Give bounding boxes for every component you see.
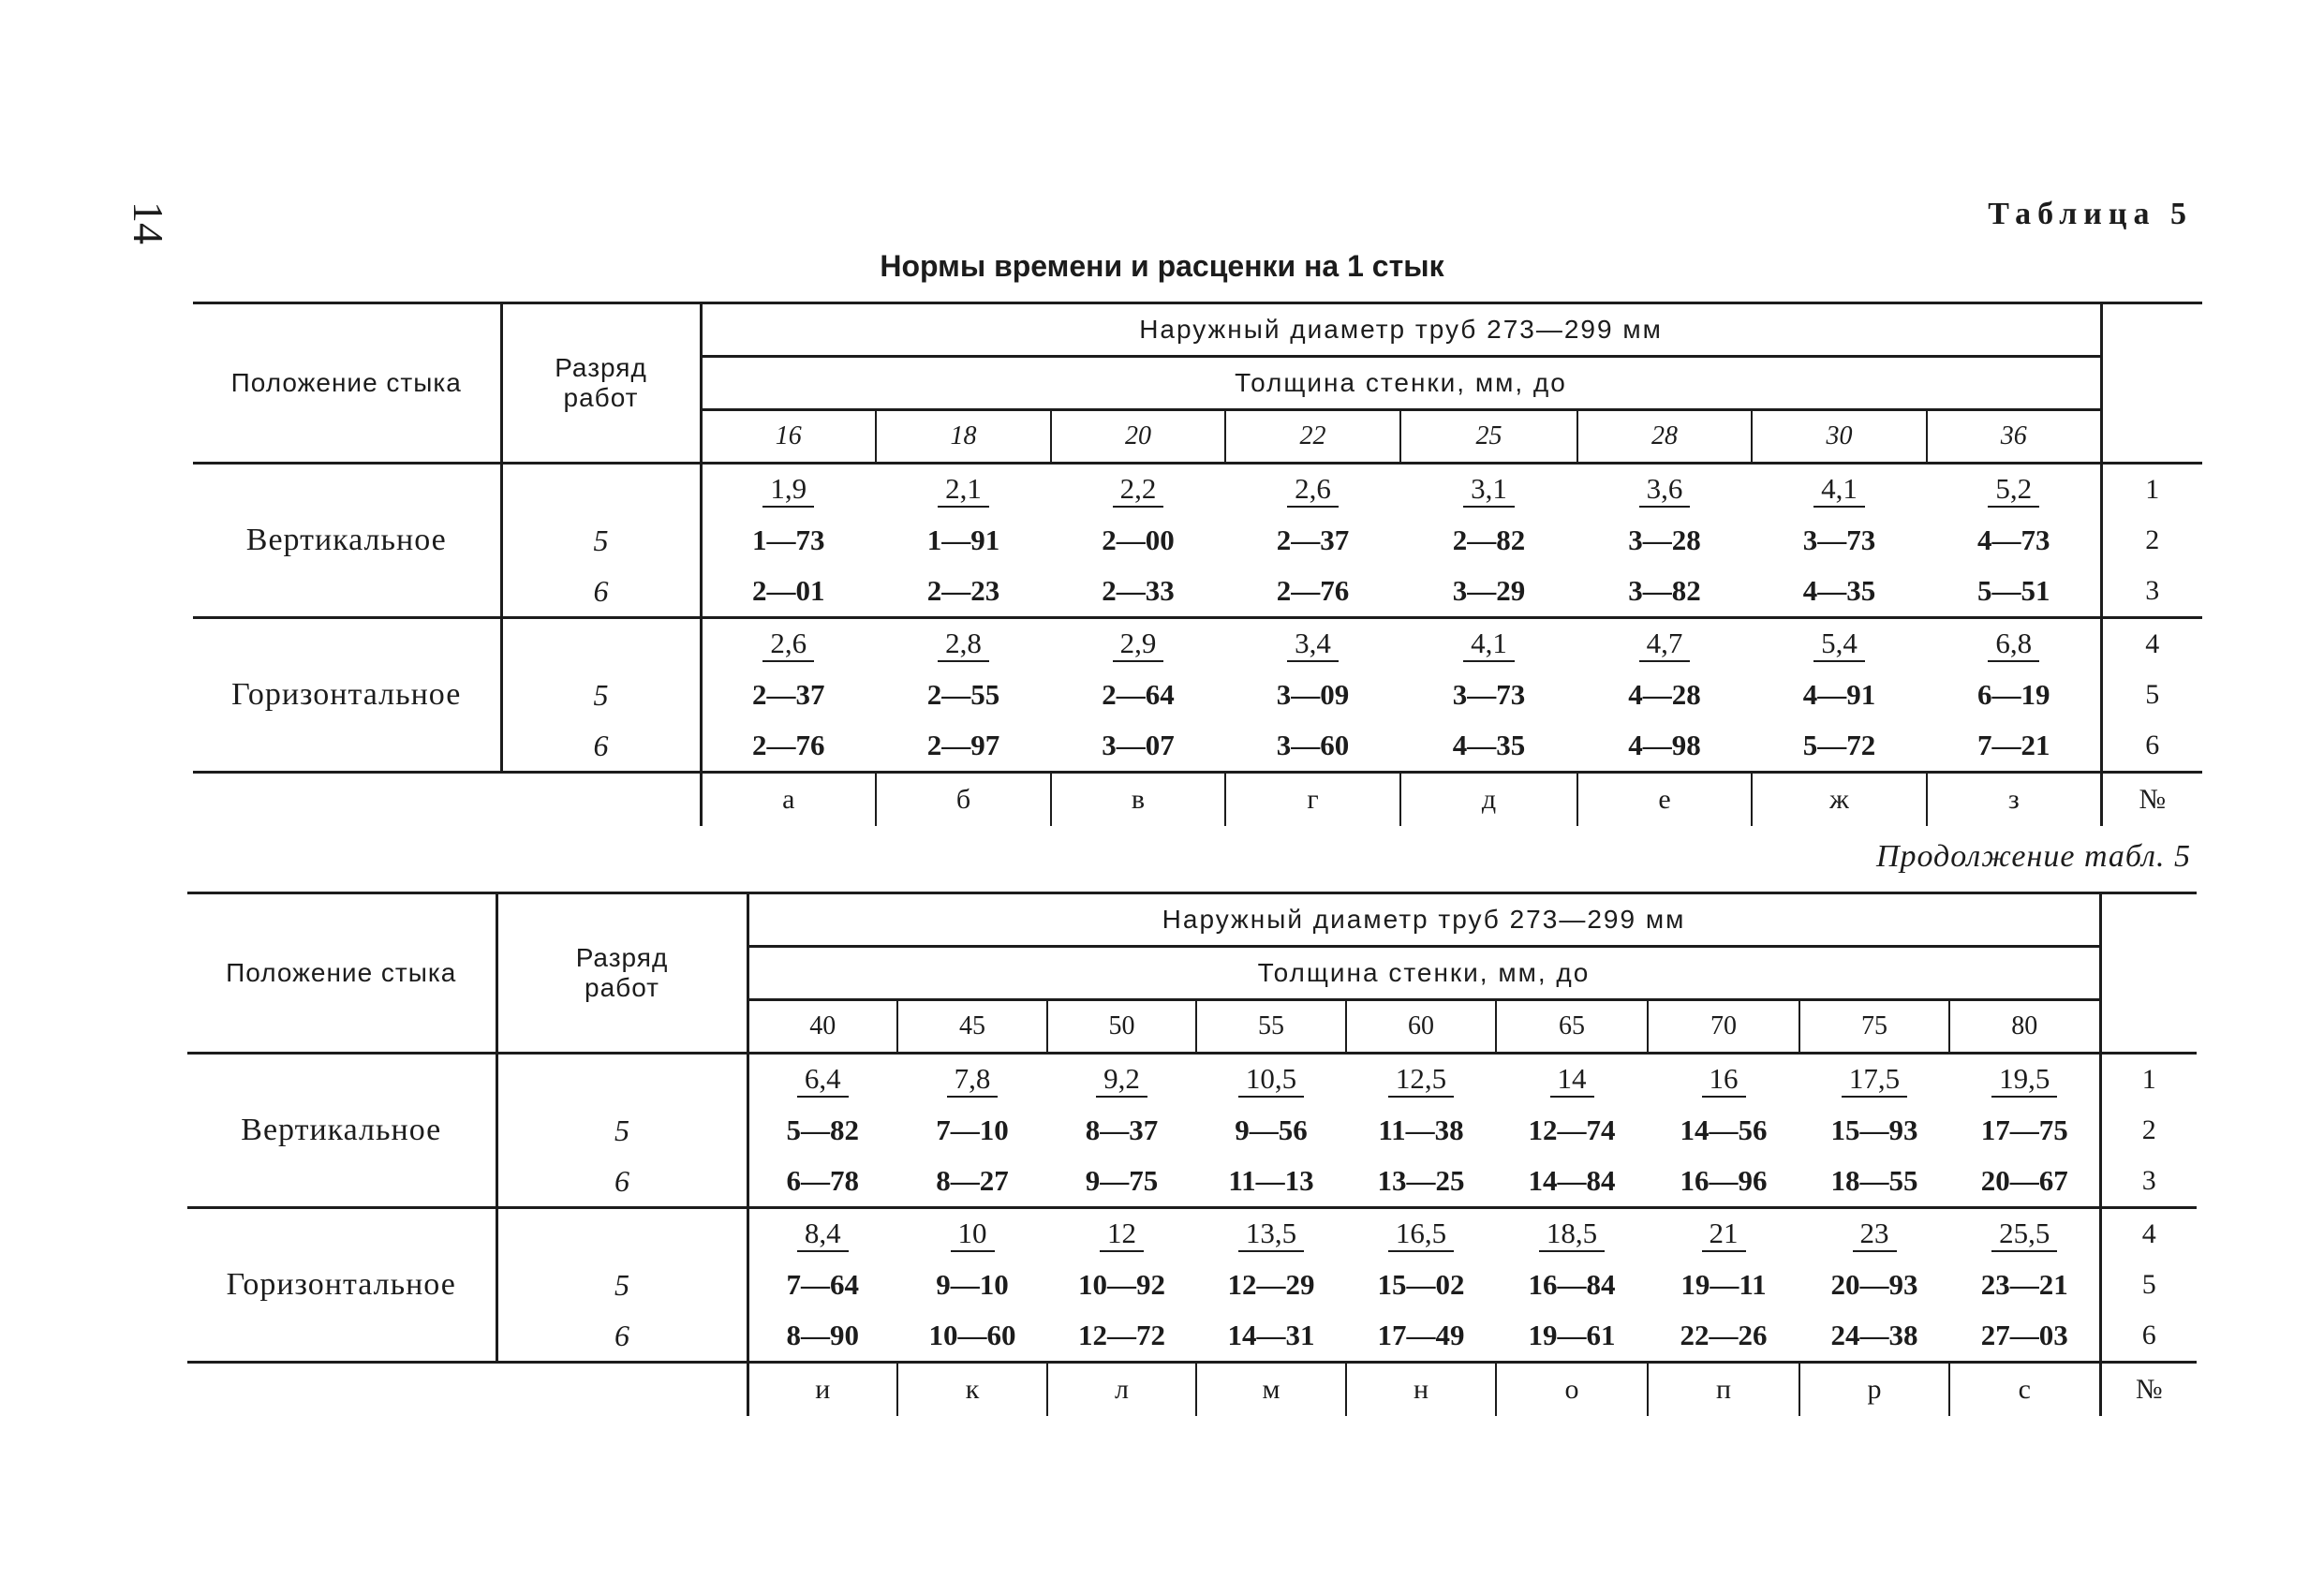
value-cell: 11—13 xyxy=(1196,1156,1346,1208)
letters-row xyxy=(193,773,2202,827)
value-cell: 2—23 xyxy=(876,566,1051,618)
column-letter: н xyxy=(1346,1363,1496,1417)
value-cell: 5—82 xyxy=(786,1114,859,1146)
value-cell xyxy=(701,618,876,671)
row-number: 4 xyxy=(2145,628,2160,659)
value-cell: 3—82 xyxy=(1577,566,1752,618)
position-label: Вертикальное xyxy=(193,464,501,618)
value-cell: 7—10 xyxy=(936,1114,1009,1146)
column-letter: л xyxy=(1047,1363,1196,1417)
value-cell: 11—38 xyxy=(1378,1114,1464,1146)
header-row xyxy=(193,303,2202,357)
time-norm: 10,5 xyxy=(1238,1062,1304,1098)
value-cell xyxy=(1225,464,1400,516)
row-number: 1 xyxy=(2141,1064,2156,1095)
time-norm: 4,1 xyxy=(1463,627,1515,662)
grade-value xyxy=(496,1054,748,1106)
thickness-value: 30 xyxy=(1752,410,1927,464)
value-cell: 8—27 xyxy=(897,1156,1047,1208)
value-cell xyxy=(1752,464,1927,516)
continuation-label: Продолжение табл. 5 xyxy=(1875,839,2191,874)
time-norm: 6,4 xyxy=(797,1062,849,1098)
time-norm: 13,5 xyxy=(1238,1217,1304,1252)
thickness-value: 75 xyxy=(1799,1000,1949,1054)
time-norm: 6,8 xyxy=(1988,627,2039,662)
value-cell xyxy=(1927,618,2101,671)
value-cell xyxy=(1799,1208,1949,1261)
number-symbol: № xyxy=(2139,784,2167,815)
column-letter: а xyxy=(701,773,876,827)
value-cell: 14—31 xyxy=(1196,1310,1346,1363)
value-cell: 3—07 xyxy=(1051,720,1225,773)
time-norm: 19,5 xyxy=(1991,1062,2057,1098)
value-cell: 4—98 xyxy=(1577,720,1752,773)
header-position: Положение стыка xyxy=(187,893,496,1054)
header-row xyxy=(187,893,2197,947)
letters-row xyxy=(187,1363,2197,1417)
footer-blank xyxy=(187,1363,748,1417)
value-cell xyxy=(1799,1054,1949,1106)
value-cell: 7—64 xyxy=(786,1268,859,1301)
column-letter: в xyxy=(1051,773,1225,827)
header-grade xyxy=(501,303,701,464)
value-cell: 2—97 xyxy=(876,720,1051,773)
column-letter: р xyxy=(1799,1363,1949,1417)
header-number-column xyxy=(2100,893,2197,1054)
value-cell: 17—75 xyxy=(1949,1105,2100,1156)
time-norm: 10 xyxy=(951,1217,995,1252)
column-letter: ж xyxy=(1752,773,1927,827)
value-cell xyxy=(1400,464,1577,516)
header-grade xyxy=(496,893,748,1054)
thickness-value: 40 xyxy=(748,1000,897,1054)
time-norm: 3,1 xyxy=(1463,472,1515,508)
value-cell: 12—72 xyxy=(1047,1310,1196,1363)
value-cell xyxy=(1196,1208,1346,1261)
value-cell: 4—35 xyxy=(1400,720,1577,773)
value-cell: 1—91 xyxy=(926,524,1000,556)
value-cell: 17—49 xyxy=(1346,1310,1496,1363)
value-cell xyxy=(897,1054,1047,1106)
thickness-value: 16 xyxy=(701,410,876,464)
value-cell: 2—55 xyxy=(926,678,1000,711)
time-norm: 3,6 xyxy=(1639,472,1691,508)
header-grade-line2: работ xyxy=(563,383,639,412)
value-cell: 16—96 xyxy=(1648,1156,1799,1208)
row-number: 5 xyxy=(2145,679,2160,710)
column-letter: б xyxy=(876,773,1051,827)
thickness-value: 36 xyxy=(1927,410,2101,464)
value-cell xyxy=(1346,1054,1496,1106)
value-cell: 5—72 xyxy=(1752,720,1927,773)
value-cell: 15—93 xyxy=(1830,1114,1918,1146)
value-cell xyxy=(1927,464,2101,516)
value-cell xyxy=(1051,618,1225,671)
value-cell: 22—26 xyxy=(1648,1310,1799,1363)
value-cell: 2—64 xyxy=(1102,678,1175,711)
value-cell: 18—55 xyxy=(1799,1156,1949,1208)
column-letter: к xyxy=(897,1363,1047,1417)
value-cell: 23—21 xyxy=(1949,1260,2100,1310)
column-letter: п xyxy=(1648,1363,1799,1417)
value-cell: 14—56 xyxy=(1680,1114,1768,1146)
value-cell: 12—29 xyxy=(1227,1268,1315,1301)
time-norm: 16,5 xyxy=(1388,1217,1454,1252)
header-grade-line1: Разряд xyxy=(555,353,647,382)
page-number: 14 xyxy=(125,201,172,244)
value-cell xyxy=(748,1054,897,1106)
value-cell: 20—67 xyxy=(1949,1156,2100,1208)
value-cell: 14—84 xyxy=(1496,1156,1648,1208)
value-cell xyxy=(1949,1208,2100,1261)
grade-value: 5 xyxy=(496,1105,748,1156)
row-number: 6 xyxy=(2101,720,2202,773)
grade-value xyxy=(501,618,701,671)
row-number: 3 xyxy=(2100,1156,2197,1208)
value-cell: 3—28 xyxy=(1628,524,1701,556)
value-cell: 5—51 xyxy=(1927,566,2101,618)
time-norm: 12,5 xyxy=(1388,1062,1454,1098)
value-cell: 13—25 xyxy=(1346,1156,1496,1208)
grade-value: 5 xyxy=(496,1260,748,1310)
time-norm: 2,9 xyxy=(1113,627,1164,662)
column-letter: з xyxy=(1927,773,2101,827)
time-norm: 2,1 xyxy=(938,472,989,508)
value-cell: 2—33 xyxy=(1051,566,1225,618)
time-norm: 1,9 xyxy=(762,472,814,508)
number-symbol: № xyxy=(2135,1374,2163,1405)
thickness-value: 55 xyxy=(1196,1000,1346,1054)
value-cell xyxy=(876,618,1051,671)
value-cell xyxy=(1496,1208,1648,1261)
time-norm: 5,2 xyxy=(1988,472,2039,508)
value-cell: 8—90 xyxy=(748,1310,897,1363)
value-cell: 3—60 xyxy=(1225,720,1400,773)
value-cell: 10—92 xyxy=(1078,1268,1165,1301)
value-cell: 7—21 xyxy=(1927,720,2101,773)
thickness-value: 18 xyxy=(876,410,1051,464)
time-norm: 18,5 xyxy=(1539,1217,1605,1252)
time-norm: 21 xyxy=(1702,1217,1746,1252)
header-position: Положение стыка xyxy=(193,303,501,464)
value-cell xyxy=(876,464,1051,516)
value-cell: 15—02 xyxy=(1377,1268,1465,1301)
time-norm: 2,8 xyxy=(938,627,989,662)
time-norm: 2,6 xyxy=(1287,472,1339,508)
grade-value: 6 xyxy=(501,720,701,773)
time-norm: 17,5 xyxy=(1842,1062,1907,1098)
value-cell: 9—56 xyxy=(1235,1114,1308,1146)
row-number: 2 xyxy=(2141,1114,2156,1145)
grade-value xyxy=(501,464,701,516)
value-cell: 2—37 xyxy=(1276,524,1350,556)
value-cell: 4—35 xyxy=(1752,566,1927,618)
value-cell: 20—93 xyxy=(1830,1268,1918,1301)
value-cell: 1—73 xyxy=(752,524,825,556)
grade-value: 5 xyxy=(501,670,701,720)
row-number: 1 xyxy=(2145,474,2160,505)
time-norm: 7,8 xyxy=(947,1062,999,1098)
position-label: Горизонтальное xyxy=(187,1208,496,1363)
value-cell: 6—78 xyxy=(748,1156,897,1208)
value-cell xyxy=(701,464,876,516)
value-cell: 6—19 xyxy=(1927,670,2101,720)
position-label: Горизонтальное xyxy=(193,618,501,773)
value-cell: 9—10 xyxy=(936,1268,1009,1301)
value-cell: 24—38 xyxy=(1799,1310,1949,1363)
time-norm: 4,1 xyxy=(1813,472,1865,508)
value-cell xyxy=(1047,1054,1196,1106)
header-number-column xyxy=(2101,303,2202,464)
value-cell: 4—91 xyxy=(1802,678,1876,711)
value-cell xyxy=(1225,618,1400,671)
position-label: Вертикальное xyxy=(187,1054,496,1208)
value-cell: 19—61 xyxy=(1496,1310,1648,1363)
value-cell xyxy=(748,1208,897,1261)
norms-table-part-2 xyxy=(187,892,2197,1416)
time-norm: 9,2 xyxy=(1096,1062,1147,1098)
value-cell: 2—82 xyxy=(1452,524,1526,556)
value-cell xyxy=(1496,1054,1648,1106)
column-letter: г xyxy=(1225,773,1400,827)
time-norm: 12 xyxy=(1100,1217,1144,1252)
row-number: 6 xyxy=(2100,1310,2197,1363)
column-letter: о xyxy=(1496,1363,1648,1417)
header-thickness: Толщина стенки, мм, до xyxy=(701,357,2101,410)
value-cell xyxy=(1051,464,1225,516)
table-row xyxy=(187,1054,2197,1106)
table-row xyxy=(193,618,2202,671)
row-number: 4 xyxy=(2141,1218,2156,1249)
column-letter: е xyxy=(1577,773,1752,827)
header-grade-line2: работ xyxy=(585,973,659,1002)
header-diameter: Наружный диаметр труб 273—299 мм xyxy=(701,303,2101,357)
value-cell xyxy=(1577,464,1752,516)
grade-value: 6 xyxy=(496,1310,748,1363)
grade-value: 5 xyxy=(501,515,701,566)
value-cell: 2—37 xyxy=(752,678,825,711)
thickness-value: 25 xyxy=(1400,410,1577,464)
time-norm: 4,7 xyxy=(1639,627,1691,662)
time-norm: 3,4 xyxy=(1287,627,1339,662)
value-cell xyxy=(1400,618,1577,671)
column-letter: и xyxy=(748,1363,897,1417)
value-cell: 19—11 xyxy=(1680,1268,1767,1301)
column-letter: м xyxy=(1196,1363,1346,1417)
header-diameter: Наружный диаметр труб 273—299 мм xyxy=(748,893,2100,947)
thickness-value: 28 xyxy=(1577,410,1752,464)
table-title: Нормы времени и расценки на 1 стык xyxy=(880,249,1444,283)
value-cell xyxy=(897,1208,1047,1261)
grade-value: 6 xyxy=(496,1156,748,1208)
row-number: 3 xyxy=(2101,566,2202,618)
value-cell xyxy=(1648,1208,1799,1261)
value-cell: 3—73 xyxy=(1452,678,1526,711)
header-thickness: Толщина стенки, мм, до xyxy=(748,947,2100,1000)
grade-value: 6 xyxy=(501,566,701,618)
time-norm: 8,4 xyxy=(797,1217,849,1252)
row-number: 2 xyxy=(2145,524,2160,555)
table-row xyxy=(193,464,2202,516)
value-cell xyxy=(1346,1208,1496,1261)
value-cell xyxy=(1577,618,1752,671)
time-norm: 14 xyxy=(1550,1062,1594,1098)
value-cell: 2—01 xyxy=(701,566,876,618)
value-cell: 4—73 xyxy=(1927,515,2101,566)
thickness-value: 70 xyxy=(1648,1000,1799,1054)
time-norm: 23 xyxy=(1853,1217,1897,1252)
value-cell xyxy=(1648,1054,1799,1106)
thickness-value: 65 xyxy=(1496,1000,1648,1054)
norms-table-part-1 xyxy=(193,302,2202,826)
value-cell: 3—73 xyxy=(1802,524,1876,556)
value-cell: 8—37 xyxy=(1085,1114,1159,1146)
time-norm: 2,2 xyxy=(1113,472,1164,508)
value-cell: 2—76 xyxy=(1225,566,1400,618)
value-cell: 2—00 xyxy=(1102,524,1175,556)
value-cell xyxy=(1196,1054,1346,1106)
thickness-value: 22 xyxy=(1225,410,1400,464)
table-label: Таблица 5 xyxy=(1988,197,2193,231)
time-norm: 16 xyxy=(1702,1062,1746,1098)
value-cell: 4—28 xyxy=(1628,678,1701,711)
thickness-value: 60 xyxy=(1346,1000,1496,1054)
thickness-value: 20 xyxy=(1051,410,1225,464)
thickness-value: 80 xyxy=(1949,1000,2100,1054)
value-cell: 16—84 xyxy=(1528,1268,1616,1301)
time-norm: 25,5 xyxy=(1991,1217,2057,1252)
table-row xyxy=(187,1208,2197,1261)
time-norm: 5,4 xyxy=(1813,627,1865,662)
thickness-value: 50 xyxy=(1047,1000,1196,1054)
footer-blank xyxy=(193,773,701,827)
row-number: 5 xyxy=(2141,1269,2156,1300)
value-cell: 3—09 xyxy=(1276,678,1350,711)
value-cell: 9—75 xyxy=(1047,1156,1196,1208)
value-cell: 12—74 xyxy=(1528,1114,1616,1146)
value-cell xyxy=(1949,1054,2100,1106)
value-cell: 2—76 xyxy=(701,720,876,773)
thickness-value: 45 xyxy=(897,1000,1047,1054)
value-cell xyxy=(1752,618,1927,671)
time-norm: 2,6 xyxy=(762,627,814,662)
value-cell: 3—29 xyxy=(1400,566,1577,618)
value-cell xyxy=(1047,1208,1196,1261)
column-letter: д xyxy=(1400,773,1577,827)
column-letter: с xyxy=(1949,1363,2100,1417)
value-cell: 27—03 xyxy=(1949,1310,2100,1363)
grade-value xyxy=(496,1208,748,1261)
header-grade-line1: Разряд xyxy=(575,943,669,972)
value-cell: 10—60 xyxy=(897,1310,1047,1363)
